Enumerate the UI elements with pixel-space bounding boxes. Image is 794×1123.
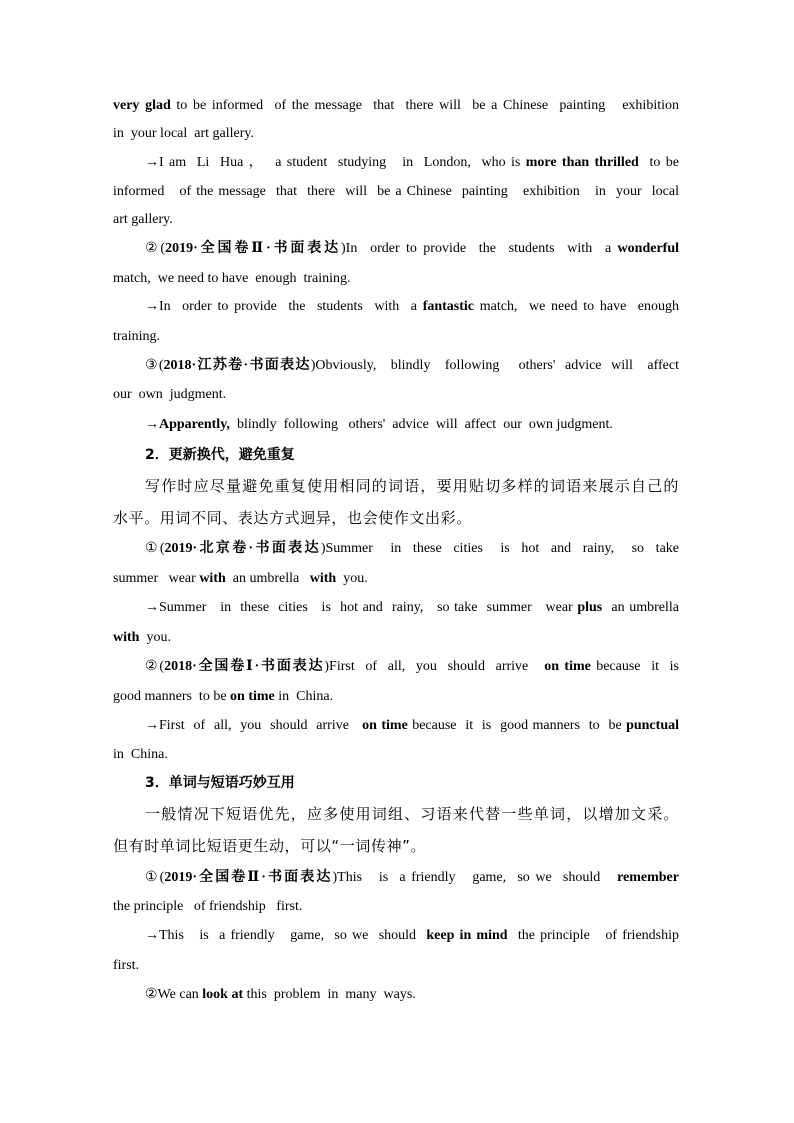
text-run: because it is [590,659,679,674]
text-run: → [145,417,159,432]
bold-text: with [309,571,337,586]
text-run: because it is good manners to be [407,718,627,733]
text-run: ①( [145,541,165,556]
text-line [113,745,679,765]
text-run: this problem in many ways. [243,987,416,1002]
text-line [145,476,679,496]
text-run: our own judgment. [113,387,227,402]
bold-text: 2．更新换代，避免重复 [145,447,295,463]
text-run: blindly following others' advice will affect our own judgment. [229,417,613,432]
text-run: →In order to provide the students with a [145,299,423,314]
text-run: )Summer in these cities is hot and rainy, so take [320,541,679,556]
text-run: →I am Li Hua ， a student studying in London, who is [145,155,526,170]
section-heading [145,445,679,465]
text-line [145,985,679,1005]
text-line [145,297,679,317]
text-run: the principle of friendship first. [113,899,303,914]
bold-text: keep in mind [426,928,508,943]
text-line [113,836,679,856]
text-run: →First of all, you should arrive [145,718,363,733]
text-run: an umbrella [225,571,310,586]
text-run: ①( [145,870,165,885]
text-run: )This is a friendly game, so we should [332,870,618,885]
text-run: ②We can [145,987,203,1002]
text-line [113,628,679,648]
text-run: 一般情况下短语优先，应多使用词组、习语来代替一些单词，以增加文采。 [145,805,679,823]
text-run: in China. [113,747,168,762]
text-run: first. [113,958,140,973]
bold-text: on time [230,689,275,704]
bold-text: 2019·全国卷Ⅱ·书面表达 [165,241,342,256]
text-run: 水平。用词不同、表达方式迥异，也会使作文出彩。 [113,509,472,527]
bold-text: Apparently, [159,417,230,432]
text-run: ③( [145,358,164,373]
section-heading [145,773,679,793]
text-run: 写作时应尽量避免重复使用相同的词语，要用贴切多样的词语来展示自己的 [145,477,679,495]
text-line [113,269,679,289]
text-run: to be informed of the message that there will be a Chinese painting exhibition [170,98,679,113]
bold-text: plus [577,600,603,615]
bold-text: remember [617,870,679,885]
text-line [113,687,679,707]
text-line [145,415,679,435]
text-line [145,239,679,259]
text-run: good manners to be [113,689,231,704]
bold-text: on time [362,718,408,733]
text-line [113,508,679,528]
text-line [145,598,679,618]
text-run: )In order to provide the students with a [341,241,618,256]
bold-text: look at [202,987,244,1002]
text-run: art gallery. [113,212,173,227]
text-run: you. [139,630,171,645]
bold-text: very glad [113,98,171,113]
bold-text: wonderful [617,241,679,256]
bold-text: with [199,571,226,586]
text-line [145,868,679,888]
text-line [145,153,679,173]
text-run: to be [638,155,679,170]
text-line [113,124,679,144]
text-run: match, we need to have enough [474,299,679,314]
bold-text: 2018·全国卷Ⅰ·书面表达 [164,659,325,674]
text-run: )First of all, you should arrive [324,659,545,674]
text-line [145,657,679,677]
text-run: summer wear [113,571,200,586]
text-run: →Summer in these cities is hot and rainy, so take summer wear [145,600,578,615]
bold-text: more than thrilled [525,155,639,170]
text-line [113,327,679,347]
text-line [113,385,679,405]
text-run: the principle of friendship [507,928,679,943]
text-run: in China. [274,689,334,704]
bold-text: with [113,630,140,645]
text-run: →This is a friendly game, so we should [145,928,427,943]
text-run: 但有时单词比短语更生动，可以“一词传神”。 [113,837,427,855]
text-run: you. [336,571,368,586]
text-line [145,804,679,824]
text-line [113,956,679,976]
text-line [113,210,679,230]
text-run: )Obviously, blindly following others' advice will affect [310,358,679,373]
text-line [145,539,679,559]
text-run: ②( [145,659,165,674]
text-run: an umbrella [602,600,679,615]
text-line [113,96,679,116]
text-run: ②( [145,241,166,256]
text-run: in your local art gallery. [113,126,254,141]
text-run: match, we need to have enough training. [113,271,351,286]
text-line [145,716,679,736]
text-line [113,569,679,589]
text-line [113,182,679,202]
text-line [145,926,679,946]
bold-text: punctual [626,718,679,733]
bold-text: fantastic [422,299,475,314]
bold-text: 2019·北京卷·书面表达 [164,541,321,556]
bold-text: on time [544,659,591,674]
bold-text: 2019·全国卷Ⅱ·书面表达 [164,870,333,885]
text-line [145,356,679,376]
bold-text: 2018·江苏卷·书面表达 [163,358,311,373]
bold-text: 3．单词与短语巧妙互用 [145,775,295,791]
text-run: informed of the message that there will be a Chinese painting exhibition in your local [113,184,679,199]
text-run: training. [113,329,161,344]
text-line [113,897,679,917]
